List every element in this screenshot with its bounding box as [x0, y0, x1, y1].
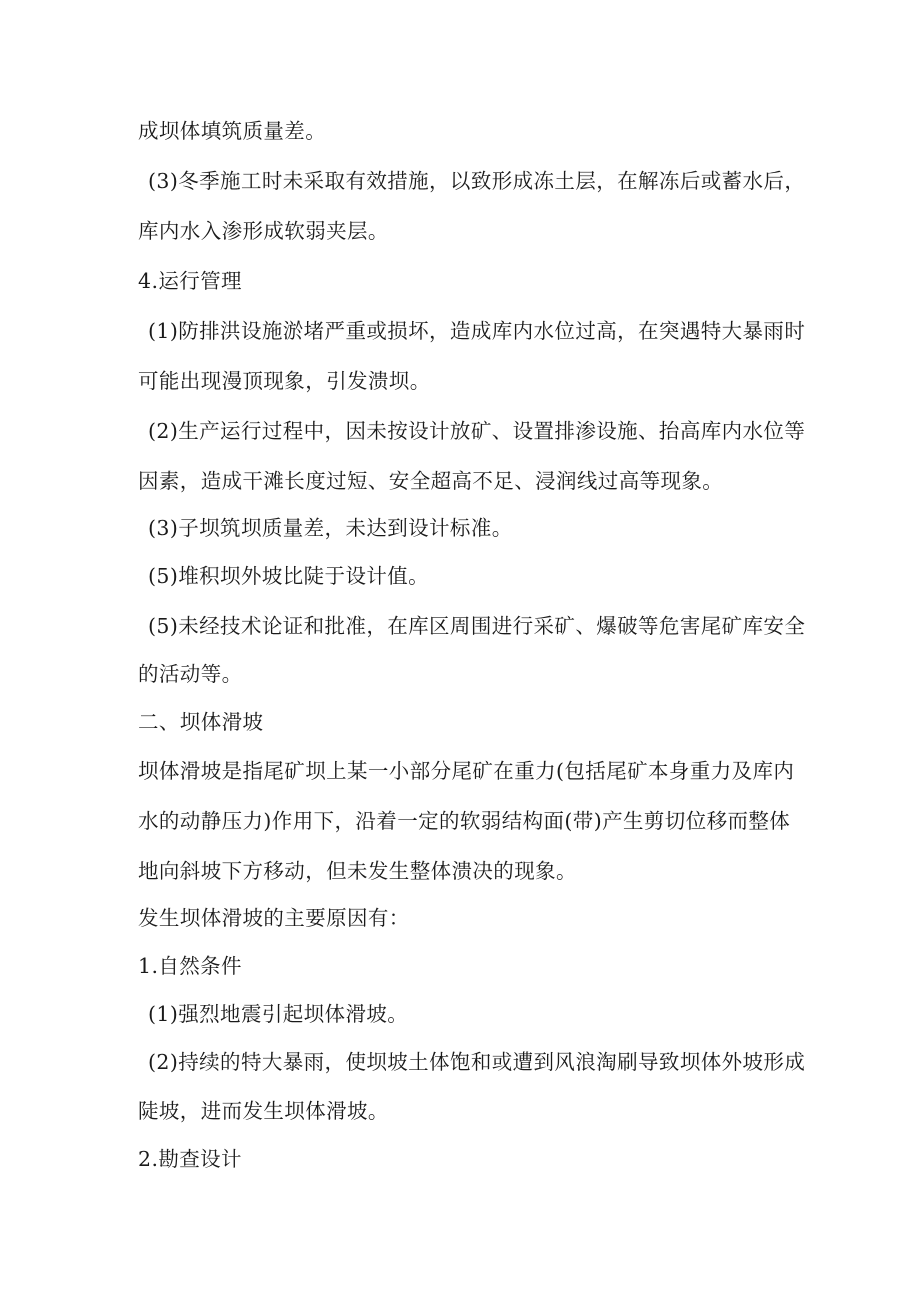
section-heading: 4.运行管理	[138, 269, 242, 293]
text-line: 可能出现漫顶现象，引发溃坝。	[138, 369, 431, 393]
section-heading: 二、坝体滑坡	[138, 710, 264, 734]
text-line: (5)未经技术论证和批准，在库区周围进行采矿、爆破等危害尾矿库安全	[148, 614, 806, 638]
text-line: 发生坝体滑坡的主要原因有：	[138, 906, 410, 930]
text-line: (2)持续的特大暴雨，使坝坡土体饱和或遭到风浪淘刷导致坝体外坡形成	[148, 1050, 806, 1074]
section-heading: 2.勘查设计	[138, 1147, 242, 1171]
text-line: 的活动等。	[138, 662, 243, 686]
text-line: (5)堆积坝外坡比陡于设计值。	[148, 564, 430, 588]
text-line: 成坝体填筑质量差。	[138, 119, 327, 143]
text-line: 陡坡，进而发生坝体滑坡。	[138, 1099, 389, 1123]
text-line: 库内水入渗形成软弱夹层。	[138, 219, 389, 243]
text-line: (3)子坝筑坝质量差，未达到设计标准。	[148, 516, 513, 540]
section-heading: 1.自然条件	[138, 954, 242, 978]
text-line: (1)强烈地震引起坝体滑坡。	[148, 1002, 409, 1026]
text-line: (2)生产运行过程中，因未按设计放矿、设置排渗设施、抬高库内水位等	[148, 419, 806, 443]
text-line: (3)冬季施工时未采取有效措施，以致形成冻土层，在解冻后或蓄水后，	[148, 169, 806, 193]
text-line: 因素，造成干滩长度过短、安全超高不足、浸润线过高等现象。	[138, 469, 724, 493]
text-line: (1)防排洪设施淤堵严重或损坏，造成库内水位过高，在突遇特大暴雨时	[148, 319, 806, 343]
text-line: 水的动静压力)作用下，沿着一定的软弱结构面(带)产生剪切位移而整体	[138, 809, 791, 833]
text-line: 地向斜坡下方移动，但未发生整体溃决的现象。	[138, 859, 577, 883]
text-line: 坝体滑坡是指尾矿坝上某一小部分尾矿在重力(包括尾矿本身重力及库内	[138, 759, 795, 783]
